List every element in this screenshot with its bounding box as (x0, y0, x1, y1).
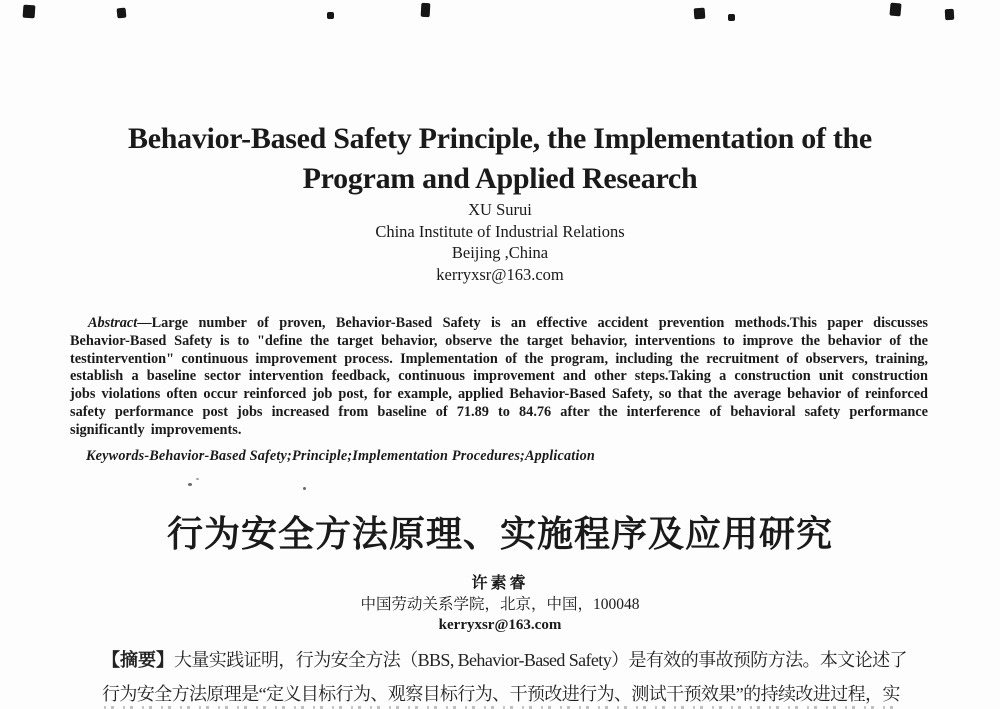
abstract-text-en: —Large number of proven, Behavior-Based Safety is an effective accident prevention methods.This paper discusses Behavior-Based Safety is to "define the target behavior, observe the target behavior, interventions to improve the behavior of the testintervention" continuous improvement process. Implementation of the program, including the recruitment of observers, training, establish a baseline sector intervention feedback, continuous improvement and other steps.Taking a construction unit construction jobs violations often occur reinforced job post, for example, applied Behavior-Based Safety, so that the average behavior of reinforced safety performance post jobs increased from baseline of 71.89 to 84.76 after the interference of behavioral safety performance significantly improvements. (70, 315, 928, 438)
author-block-en (0, 199, 1000, 285)
author-name-en: XU Surui (468, 200, 532, 219)
paper-title-en-line1: Behavior-Based Safety Principle, the Implementation of the (128, 122, 872, 156)
scan-artifact-mark (694, 8, 706, 20)
paper-title-en-line2: Program and Applied Research (302, 162, 698, 196)
author-affiliation-en: China Institute of Industrial Relations (375, 221, 625, 241)
scan-artifact-mark (117, 8, 127, 19)
paper-title-zh: 行为安全方法原理、实施程序及应用研究 (166, 514, 833, 555)
author-email-en: kerryxsr@163.com (436, 264, 564, 284)
scan-speck (188, 483, 192, 486)
abstract-en (70, 315, 928, 440)
abstract-zh-line1-text: 大量实践证明，行为安全方法（BBS, Behavior-Based Safety）是有效的事故预防方法。本文论述了 (174, 650, 907, 670)
author-name-zh: 许素睿 (471, 575, 529, 592)
abstract-label-zh: 【摘要】 (102, 650, 174, 671)
scan-artifact-mark (728, 14, 735, 21)
author-block-zh (0, 573, 1000, 636)
author-location-en: Beijing ,China (451, 243, 549, 262)
scan-speck (196, 478, 199, 480)
author-affiliation-zh: 中国劳动关系学院，北京，中国，100048 (360, 596, 640, 613)
scan-artifact-mark (889, 3, 901, 17)
abstract-zh-line2: 行为安全方法原理是“定义目标行为、观察目标行为、干预改进行为、测试干预效果”的持续改进过程，实 (102, 683, 900, 704)
paper-title-en (60, 119, 940, 199)
abstract-zh-line1 (102, 644, 932, 678)
abstract-zh (102, 644, 932, 709)
scan-artifact-mark (945, 9, 955, 20)
scan-artifact-mark (23, 5, 36, 19)
abstract-label-en: Abstract (88, 315, 138, 331)
keywords-en: Keywords-Behavior-Based Safety;Principle;Implementation Procedures;Application (86, 448, 595, 464)
author-email-zh: kerryxsr@163.com (438, 617, 562, 633)
scan-speck (303, 487, 306, 490)
scan-artifact-mark (421, 3, 431, 17)
scan-artifact-mark (327, 12, 334, 19)
